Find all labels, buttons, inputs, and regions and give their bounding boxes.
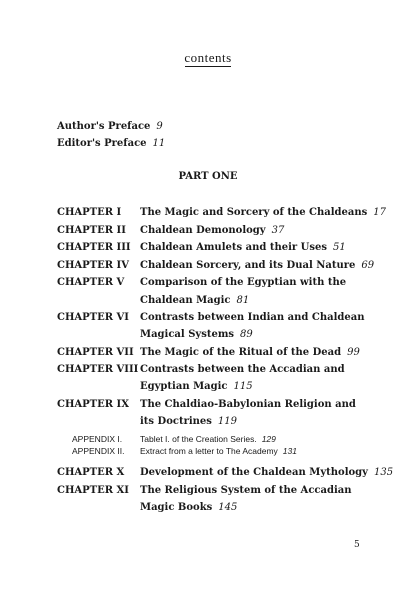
chapter-page: 89	[240, 329, 253, 340]
appendix-label: APPENDIX I.	[72, 434, 123, 444]
chapter-label: CHAPTER V	[57, 277, 125, 288]
preface-label: Author's Preface	[57, 121, 151, 132]
chapter-title-continued: Magic Books 145	[140, 502, 238, 513]
chapter-title: Development of the Chaldean Mythology 135	[140, 467, 394, 478]
chapter-page: 17	[373, 207, 387, 218]
chapter-label: CHAPTER I	[57, 207, 122, 218]
chapter-title: The Chaldiao-Babylonian Religion and	[140, 399, 356, 410]
chapter-label: CHAPTER IX	[57, 399, 129, 410]
contents-heading: contents	[184, 50, 232, 65]
chapter-label: CHAPTER VII	[57, 347, 134, 358]
chapter-page: 135	[373, 467, 394, 478]
chapter-title: Contrasts between Indian and Chaldean	[140, 312, 365, 323]
chapter-title: Chaldean Amulets and their Uses 51	[140, 242, 346, 253]
page-number: 5	[354, 540, 360, 550]
chapter-label: CHAPTER VI	[57, 312, 129, 323]
chapter-title: The Magic of the Ritual of the Dead 99	[140, 347, 360, 358]
heading-underline	[185, 66, 231, 67]
preface-entry-editor	[57, 138, 165, 149]
chapter-label: CHAPTER VIII	[57, 364, 139, 375]
chapter-page: 99	[347, 347, 360, 358]
part-heading: PART ONE	[178, 171, 238, 182]
appendix-page: 131	[282, 446, 297, 456]
chapter-title-continued: its Doctrines 119	[140, 416, 238, 427]
chapter-label: CHAPTER IV	[57, 260, 129, 271]
chapter-title: Chaldean Sorcery, and its Dual Nature 69	[140, 260, 375, 271]
chapter-title: Contrasts between the Accadian and	[140, 364, 345, 375]
appendix-page: 129	[261, 434, 276, 444]
preface-page: 9	[156, 121, 163, 132]
chapter-label: CHAPTER X	[57, 467, 125, 478]
chapter-title: The Religious System of the Accadian	[140, 485, 352, 496]
chapter-title: Comparison of the Egyptian with the	[140, 277, 347, 288]
appendix-title: Tablet I. of the Creation Series. 129	[140, 434, 276, 444]
chapter-page: 69	[361, 260, 375, 271]
appendix-label: APPENDIX II.	[72, 446, 125, 456]
chapter-page: 37	[271, 225, 285, 236]
chapter-title: The Magic and Sorcery of the Chaldeans 17	[140, 207, 387, 218]
chapter-title-continued: Chaldean Magic 81	[140, 295, 250, 306]
chapter-page: 51	[332, 242, 346, 253]
chapter-page: 119	[217, 416, 238, 427]
chapter-page: 115	[233, 381, 253, 392]
chapter-page: 145	[218, 502, 238, 513]
chapter-label: CHAPTER II	[57, 225, 126, 236]
chapter-page: 81	[236, 295, 250, 306]
chapter-title-continued: Egyptian Magic 115	[140, 381, 253, 392]
preface-page: 11	[152, 138, 166, 149]
preface-entry-author	[57, 121, 163, 132]
chapter-label: CHAPTER XI	[57, 485, 129, 496]
chapter-title-continued: Magical Systems 89	[140, 329, 253, 340]
preface-label: Editor's Preface	[57, 138, 147, 149]
chapter-title: Chaldean Demonology 37	[140, 225, 285, 236]
chapter-label: CHAPTER III	[57, 242, 131, 253]
appendix-title: Extract from a letter to The Academy 131	[140, 446, 297, 456]
